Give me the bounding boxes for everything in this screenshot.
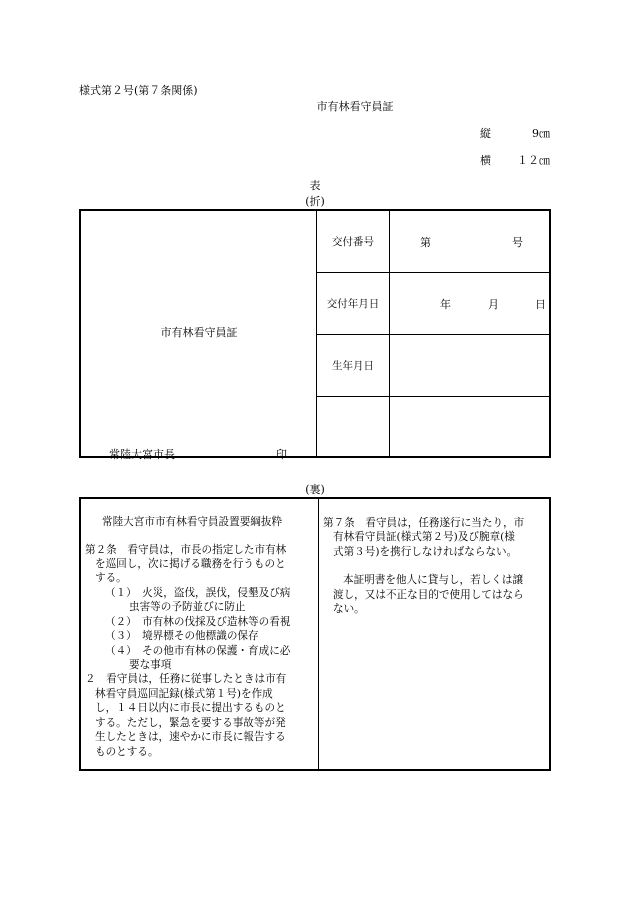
text-line: 有林看守員証(様式第２号)及び腕章(様: [333, 531, 515, 543]
issue-number-label: 交付番号: [317, 211, 390, 272]
card-back: [79, 497, 551, 771]
issue-date-row: [317, 273, 549, 335]
issue-date-label: 交付年月日: [317, 273, 390, 334]
issue-number-field: [390, 211, 549, 272]
text-line: 本証明書を他人に貸与し，若しくは譲: [343, 574, 524, 586]
year-unit: 年: [440, 297, 451, 311]
text-line: （２） 市有林の伐採及び造林等の看視: [105, 616, 291, 628]
text-line: （３） 境界標その他標識の保存: [105, 630, 259, 642]
month-unit: 月: [488, 297, 499, 311]
text-line: （４） その他市有林の保護・育成に必: [105, 645, 291, 657]
usage-notice: [319, 499, 549, 769]
blank-label: [317, 397, 390, 458]
blank-field: [390, 397, 549, 458]
text-line: 渡し，又は不正な目的で使用してはなら: [333, 589, 524, 601]
fold-label: (折): [305, 195, 325, 208]
issue-number-row: [317, 211, 549, 273]
text-line: ２ 看守員は，任務に従事したときは市有: [85, 673, 287, 685]
text-line: （１） 火災，盗伐，誤伐，侵墾及び病: [105, 587, 291, 599]
text-line: ものとする。: [95, 746, 159, 758]
text-line: を巡回し，次に掲げる職務を行うものと: [95, 558, 286, 570]
birth-date-row: [317, 335, 549, 397]
document-title: 市有林看守員証: [316, 100, 394, 113]
text-line: 林看守員巡回記録(様式第１号)を作成: [95, 688, 273, 700]
card-front-left: [81, 211, 317, 461]
text-line: する。ただし，緊急を要する事故等が発: [95, 717, 286, 729]
front-side-label: 表: [309, 179, 321, 192]
form-number-label: 様式第２号(第７条関係): [79, 84, 198, 97]
excerpt-heading: 常陸大宮市市有林看守員設置要綱抜粋: [102, 516, 283, 528]
text-line: ない。: [333, 603, 365, 615]
card-front: [79, 209, 551, 461]
text-line: 生したときは，速やかに市長に報告する: [95, 731, 286, 743]
certificate-title: 市有林看守員証: [160, 326, 238, 339]
text-line: し，１４日以内に市長に提出するものと: [95, 702, 286, 714]
text-line: する。: [95, 572, 127, 584]
regulation-excerpt: [81, 499, 319, 769]
dimension-label: 縦: [480, 127, 491, 140]
dimension-height: [480, 125, 550, 141]
back-side-label: (裏): [305, 483, 325, 496]
info-grid: [317, 211, 549, 456]
text-line: 虫害等の予防並びに防止: [129, 601, 246, 613]
issue-date-field: [390, 273, 549, 334]
issue-number-suffix: 号: [512, 235, 523, 249]
blank-row: [317, 397, 549, 458]
text-line: 式第３号)を携行しなければならない。: [333, 546, 518, 558]
day-unit: 日: [535, 297, 546, 311]
issue-number-prefix: 第: [420, 235, 431, 249]
text-line: 第７条 看守員は，任務遂行に当たり，市: [323, 517, 525, 529]
dimension-label: 横: [480, 154, 491, 167]
dimension-value: １２㎝: [517, 154, 550, 167]
birth-date-field: [390, 335, 549, 396]
mayor-name: 常陸大宮市長: [109, 448, 175, 461]
seal-mark: 印: [276, 448, 287, 461]
text-line: 要な事項: [129, 659, 172, 671]
birth-date-label: 生年月日: [317, 335, 390, 396]
text-line: 第２条 看守員は，市長の指定した市有林: [85, 544, 287, 556]
dimension-width: [480, 152, 550, 168]
dimension-value: 9㎝: [532, 127, 550, 140]
